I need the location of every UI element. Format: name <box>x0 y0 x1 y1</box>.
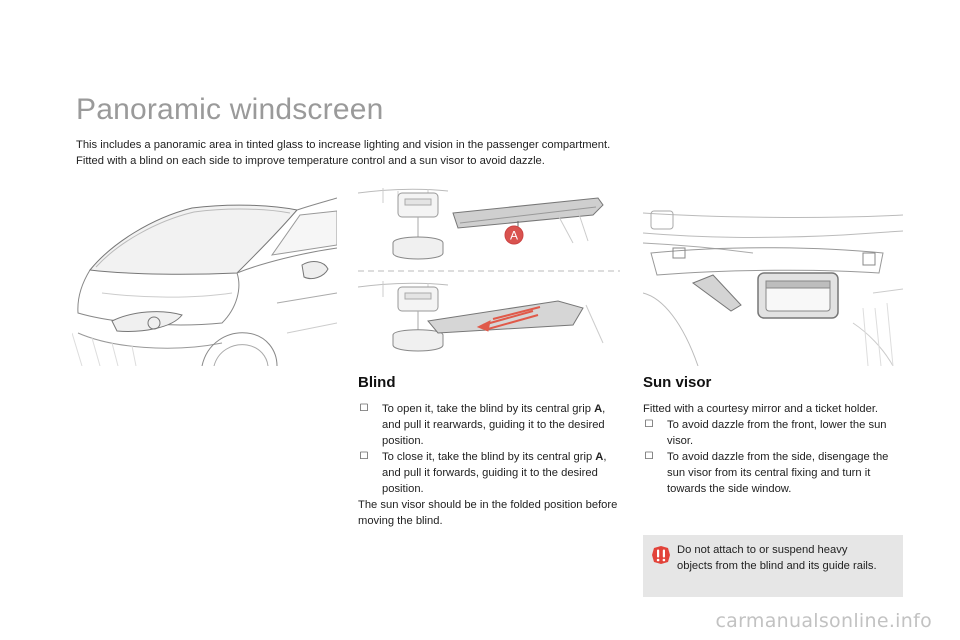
blind-close-text-before: To close it, take the blind by its central grip <box>382 451 596 463</box>
page-title: Panoramic windscreen <box>76 93 384 126</box>
car-windscreen-illustration <box>72 183 337 366</box>
bullet-icon: ☐ <box>359 403 369 414</box>
blind-open-text-after: , and pull it rearwards, guiding it to the desired position. <box>382 403 606 447</box>
intro-line-2: Fitted with a blind on each side to improve temperature control and a sun visor to avoid dazzle. <box>76 155 545 167</box>
blind-close-text-after: , and pull it forwards, guiding it to the desired position. <box>382 451 607 495</box>
sun-visor-section <box>643 375 905 497</box>
sun-visor-illustration <box>643 183 903 366</box>
warning-box <box>643 535 903 597</box>
blind-close-instruction <box>358 449 620 497</box>
sun-visor-front-instruction <box>643 417 905 449</box>
sun-visor-intro: Fitted with a courtesy mirror and a ticket holder. <box>643 403 879 415</box>
sun-visor-heading: Sun visor <box>643 374 712 391</box>
blind-section <box>358 375 620 529</box>
watermark[interactable]: carmanualsonline.info <box>715 610 932 632</box>
sun-visor-side-instruction <box>643 449 905 497</box>
grip-a-label: A <box>594 403 603 415</box>
bullet-icon: ☐ <box>359 451 369 462</box>
blind-heading: Blind <box>358 374 396 391</box>
sun-visor-side-text: To avoid dazzle from the side, disengage the sun visor from its central fixing and turn it towards the side window. <box>667 451 889 495</box>
warning-icon <box>651 545 671 565</box>
blind-open-instruction <box>358 401 620 449</box>
bullet-icon: ☐ <box>644 419 654 430</box>
callout-a-label: A <box>509 228 519 243</box>
blind-open-text-before: To open it, take the blind by its central grip <box>382 403 595 415</box>
warning-text: Do not attach to or suspend heavy objects from the blind and its guide rails. <box>677 544 877 572</box>
blind-note: The sun visor should be in the folded position before moving the blind. <box>358 499 618 527</box>
bullet-icon: ☐ <box>644 451 654 462</box>
sun-visor-front-text: To avoid dazzle from the front, lower the sun visor. <box>667 419 887 447</box>
intro-line-1: This includes a panoramic area in tinted glass to increase lighting and vision in the passenger compartment. <box>76 139 611 151</box>
intro-text <box>76 137 716 169</box>
blind-illustration <box>358 183 620 366</box>
grip-a-label: A <box>595 451 604 463</box>
